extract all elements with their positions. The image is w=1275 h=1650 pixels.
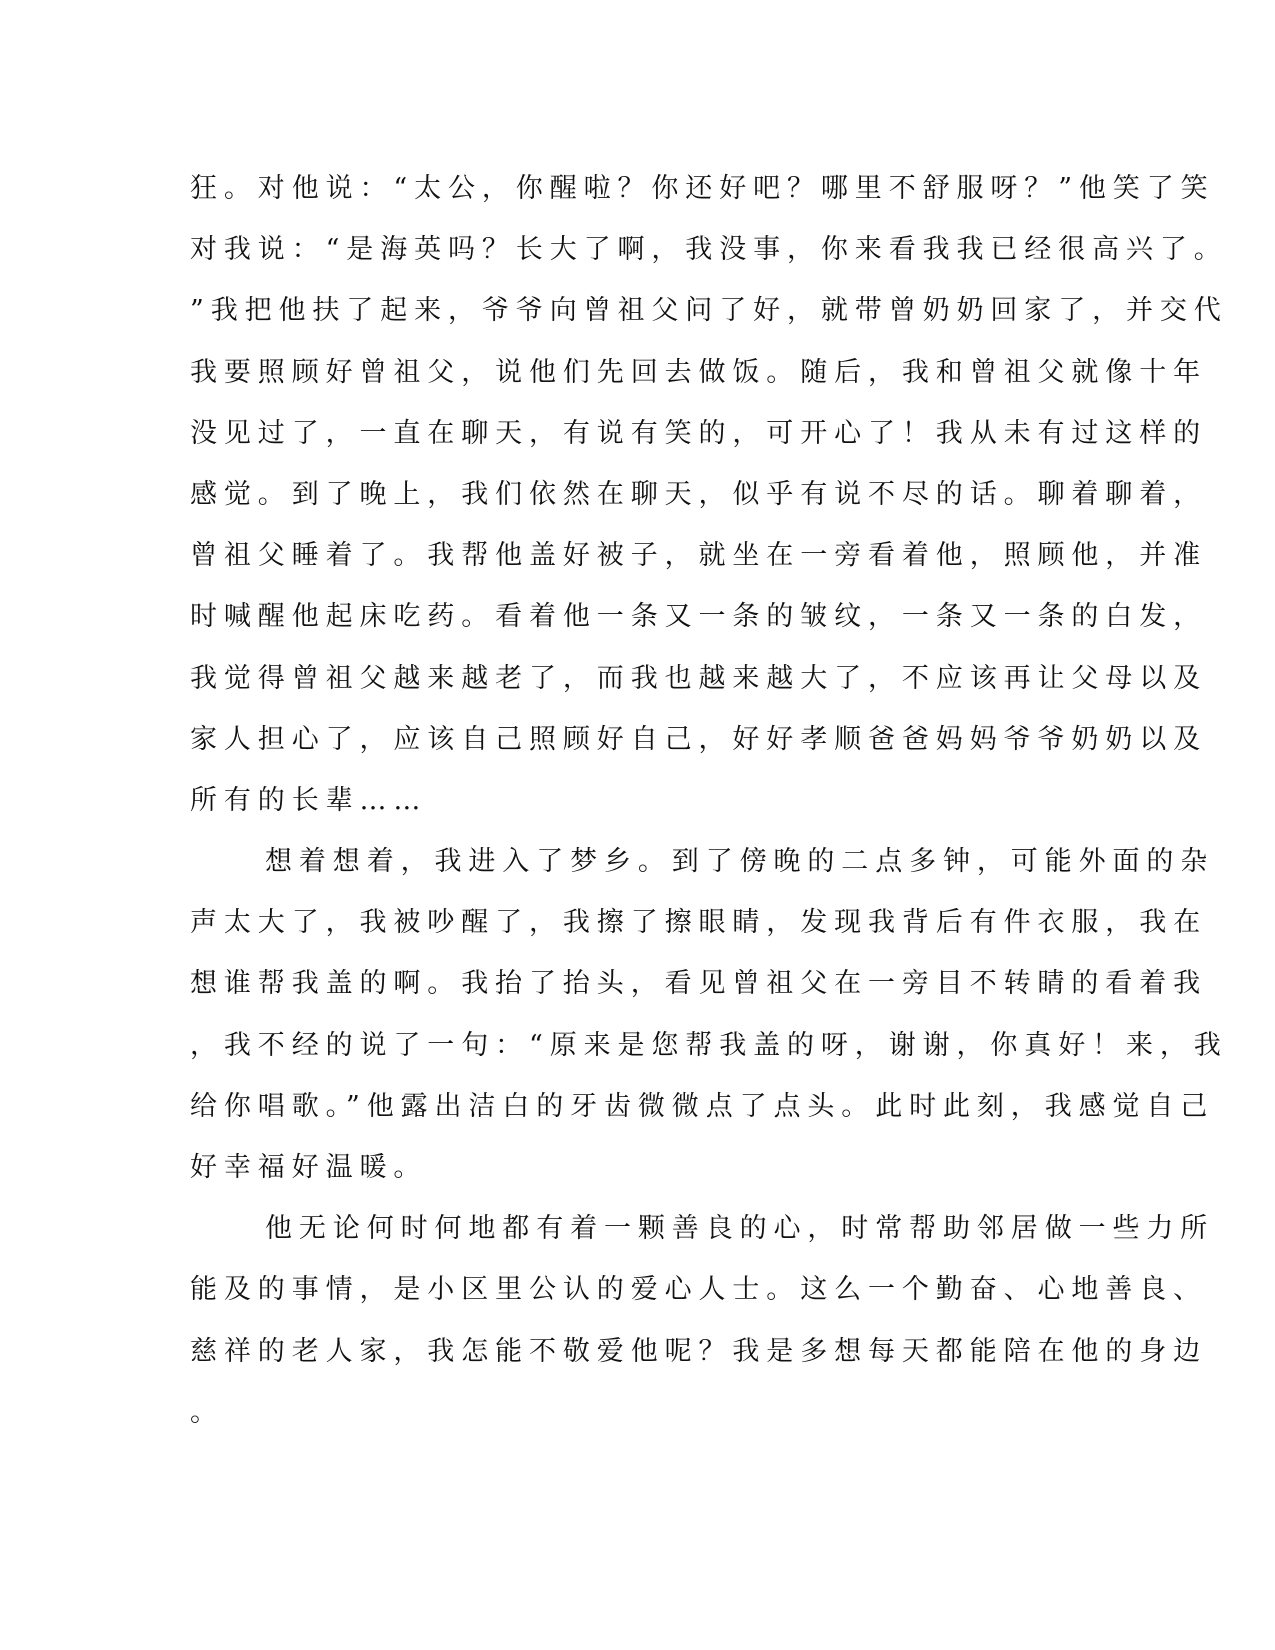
text-line: 。 [190,1396,224,1428]
text-line: 他无论何时何地都有着一颗善良的心，时常帮助邻居做一些力所 [265,1213,1215,1245]
document-body [190,158,1228,1443]
text-line: 好幸福好温暖。 [190,1152,428,1183]
text-line: 所有的长辈…… [190,784,428,816]
text-line: 慈祥的老人家，我怎能不敬爱他呢？我是多想每天都能陪在他的身边 [190,1335,1207,1367]
text-line: 想谁帮我盖的啊。我抬了抬头，看见曾祖父在一旁目不转睛的看着我 [190,968,1207,1000]
paragraph-1 [190,158,1228,831]
text-line: 家人担心了，应该自己照顾好自己，好好孝顺爸爸妈妈爷爷奶奶以及 [190,723,1207,755]
text-line: 能及的事情，是小区里公认的爱心人士。这么一个勤奋、心地善良、 [190,1274,1207,1306]
text-line: 声太大了，我被吵醒了，我擦了擦眼睛，发现我背后有件衣服，我在 [190,907,1207,939]
text-line: 对我说：“是海英吗？长大了啊，我没事，你来看我我已经很高兴了。 [190,234,1228,266]
text-line: 我觉得曾祖父越来越老了，而我也越来越大了，不应该再让父母以及 [190,662,1207,694]
paragraph-2 [190,831,1228,1198]
text-line: ”我把他扶了起来，爷爷向曾祖父问了好，就带曾奶奶回家了，并交代 [190,295,1228,327]
text-line: 我要照顾好曾祖父，说他们先回去做饭。随后，我和曾祖父就像十年 [190,356,1207,388]
paragraph-3 [190,1198,1215,1443]
text-line: 时喊醒他起床吃药。看着他一条又一条的皱纹，一条又一条的白发， [190,601,1207,633]
text-line: 没见过了，一直在聊天，有说有笑的，可开心了！我从未有过这样的 [190,417,1207,449]
text-line: 给你唱歌。”他露出洁白的牙齿微微点了点头。此时此刻，我感觉自己 [190,1090,1215,1122]
text-line: 曾祖父睡着了。我帮他盖好被子，就坐在一旁看着他，照顾他，并准 [190,540,1207,572]
text-line: ，我不经的说了一句：“原来是您帮我盖的呀，谢谢，你真好！来，我 [190,1029,1228,1061]
text-line: 想着想着，我进入了梦乡。到了傍晚的二点多钟，可能外面的杂 [265,846,1215,878]
text-line: 感觉。到了晚上，我们依然在聊天，似乎有说不尽的话。聊着聊着， [190,478,1207,510]
text-line: 狂。对他说：“太公，你醒啦？你还好吧？哪里不舒服呀？”他笑了笑 [190,173,1215,204]
